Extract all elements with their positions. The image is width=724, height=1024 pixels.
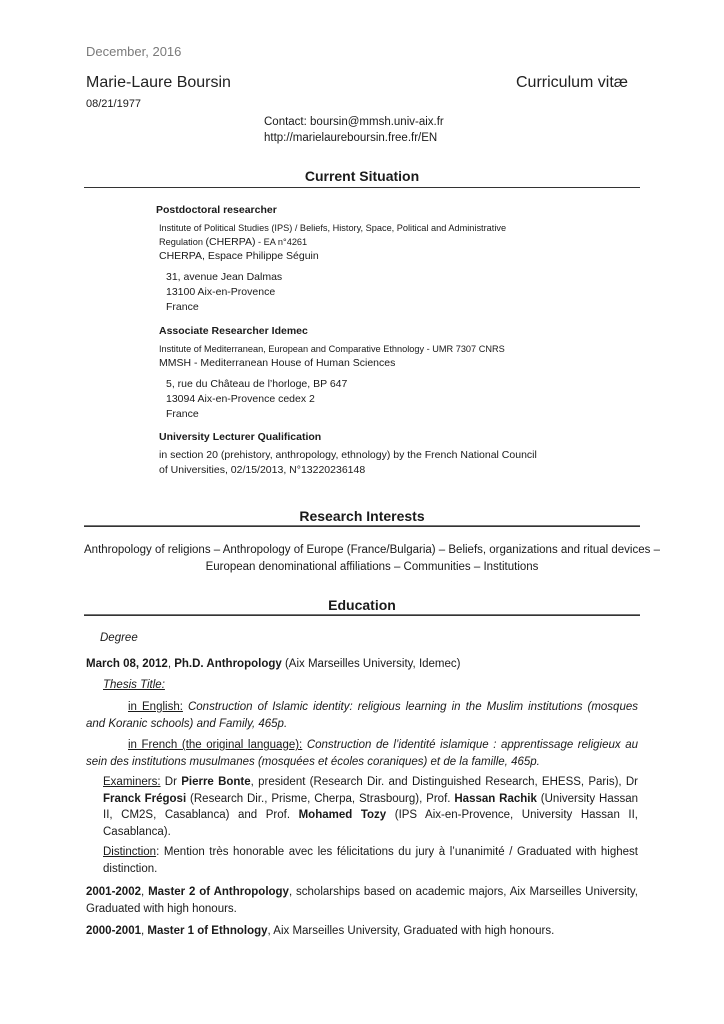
date-of-birth: 08/21/1977 — [86, 98, 142, 110]
document-date: December, 2016 — [86, 44, 182, 59]
postdoc-institute-line1: Institute of Political Studies (IPS) / Beliefs, History, Space, Political and Administrative — [159, 223, 507, 233]
postdoc-title: Postdoctoral researcher — [156, 204, 277, 216]
thesis-english: in English: Construction of Islamic identity: religious learning in the Muslim institutions (mosques and Koranic schools) and Family, 465p. — [86, 701, 638, 730]
section-heading-research: Research Interests — [299, 508, 425, 524]
website-link[interactable]: http://marielaureboursin.free.fr/EN — [264, 132, 438, 144]
distinction: Distinction: Mention très honorable avec les félicitations du jury à l’unanimité / Graduated with highest distinction. — [103, 846, 638, 875]
master1-entry: 2000-2001, Master 1 of Ethnology, Aix Marseilles University, Graduated with high honours. — [86, 925, 555, 937]
associate-address: 5, rue du Château de l’horloge, BP 647 13094 Aix-en-Provence cedex 2 France — [166, 378, 348, 420]
section-divider — [84, 614, 640, 616]
contact-email[interactable]: Contact: boursin@mmsh.univ-aix.fr — [264, 116, 444, 128]
section-divider — [84, 187, 640, 188]
research-interests-text: Anthropology of religions – Anthropology of Europe (France/Bulgaria) – Beliefs, organizations and ritual devices – European denominational affiliations – Communities – Institutions — [84, 544, 660, 573]
author-name: Marie-Laure Boursin — [86, 74, 231, 91]
postdoc-place: CHERPA, Espace Philippe Séguin — [159, 250, 319, 262]
qualification-block — [159, 430, 537, 478]
qualification-line2: of Universities, 02/15/2013, N°13220236148 — [159, 464, 366, 476]
document-title: Curriculum vitæ — [516, 74, 629, 91]
thesis-french: in French (the original language): Construction de l’identité islamique : apprentissage religieux au sein des institutions musulmanes (mosquées et écoles coraniques) et de la famille, 465p. — [86, 739, 638, 768]
associate-institute: Institute of Mediterranean, European and Comparative Ethnology - UMR 7307 CNRS — [159, 344, 505, 354]
associate-title: Associate Researcher Idemec — [159, 325, 308, 337]
phd-entry: March 08, 2012, Ph.D. Anthropology (Aix Marseilles University, Idemec) — [86, 658, 461, 670]
degree-label: Degree — [100, 632, 138, 644]
postdoc-institute-line2: Regulation (CHERPA) - EA n°4261 — [159, 236, 308, 248]
master2-entry: 2001-2002, Master 2 of Anthropology, scholarships based on academic majors, Aix Marseilles University, Graduated with high honours. — [86, 886, 639, 915]
contact-block — [264, 114, 444, 146]
section-divider — [84, 525, 640, 527]
examiners: Examiners: Dr Pierre Bonte, president (Research Dir. and Distinguished Research, EHESS, Paris), Dr Franck Frégosi (Research Dir., Prisme, Cherpa, Strasbourg), Prof. Hassan Rachik (University Hassan II, CM2S, Casablanca) and Prof. Mohamed Tozy (IPS Aix-en-Provence, University Hassan II, Casablanca). — [103, 776, 638, 838]
thesis-label: Thesis Title: — [103, 679, 165, 691]
associate-block — [159, 324, 505, 422]
postdoc-address: 31, avenue Jean Dalmas 13100 Aix-en-Provence France — [166, 271, 283, 313]
qualification-title: University Lecturer Qualification — [159, 431, 322, 443]
postdoc-block — [156, 203, 506, 315]
section-heading-current: Current Situation — [304, 168, 420, 184]
associate-place: MMSH - Mediterranean House of Human Sciences — [159, 357, 396, 369]
section-heading-education: Education — [328, 597, 396, 613]
qualification-line1: in section 20 (prehistory, anthropology, ethnology) by the French National Council — [159, 449, 537, 461]
